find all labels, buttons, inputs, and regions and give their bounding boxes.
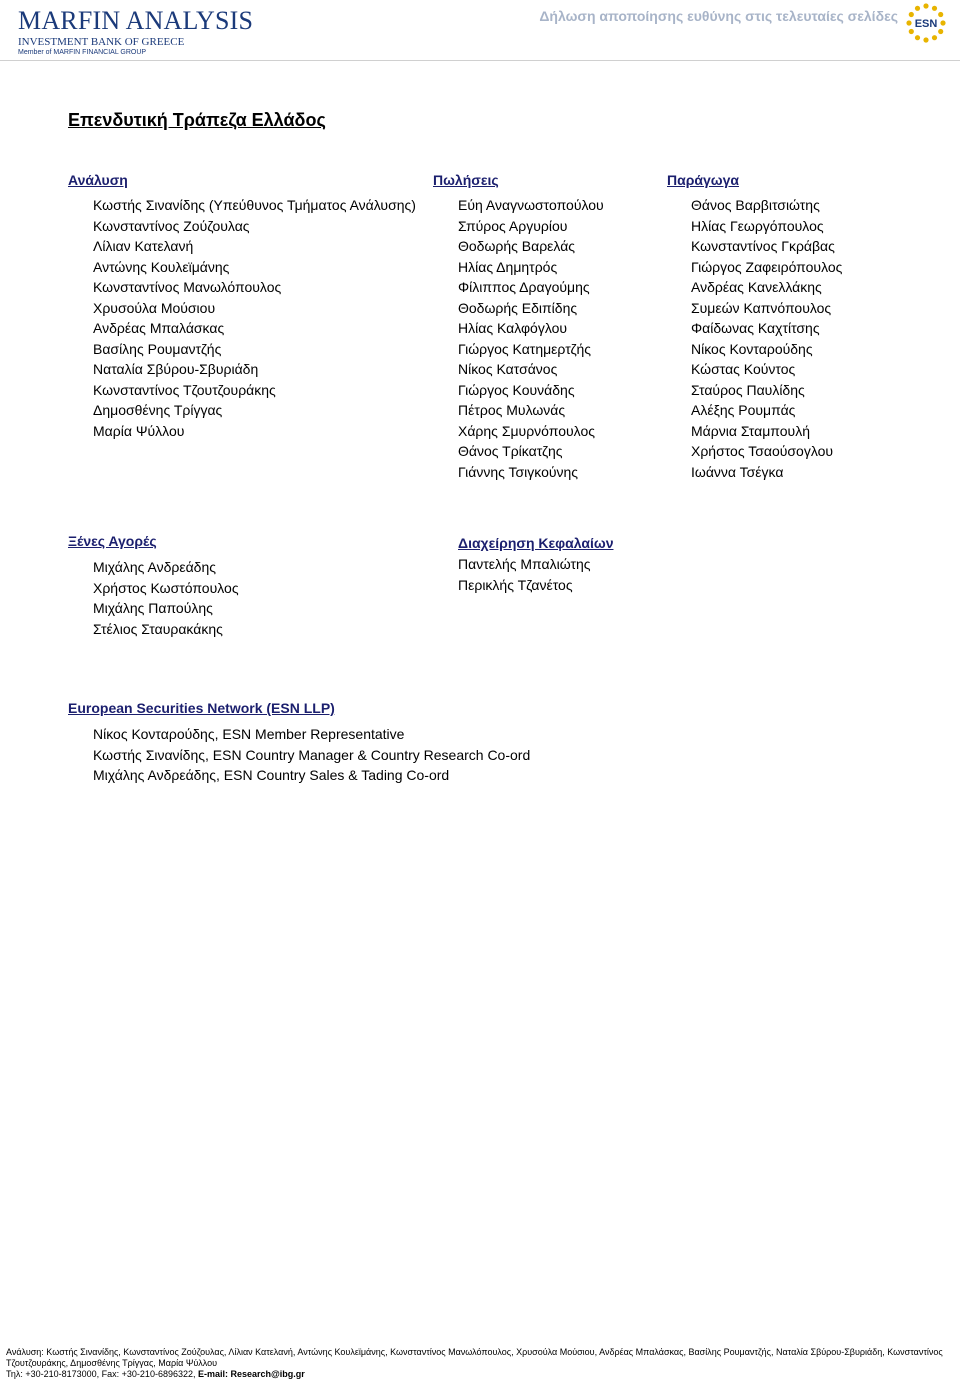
- list-item: Ηλίας Γεωργόπουλος: [691, 217, 824, 234]
- list-item: Ναταλία Σβύρου-Σβυριάδη: [93, 361, 259, 377]
- list-item: Μιχάλης Ανδρεάδης, ESN Country Sales & Tading Co-ord: [93, 767, 450, 783]
- list-item: Συμεών Καπνόπουλος: [691, 299, 832, 316]
- list-item: Θοδωρής Εδιπίδης: [458, 299, 578, 316]
- list-item: Γιάννης Τσιγκούνης: [458, 463, 579, 480]
- list-item: Λίλιαν Κατελανή: [93, 238, 194, 254]
- section-heading-sales: Πωλήσεις: [433, 172, 499, 188]
- list-item: Ανδρέας Κανελλάκης: [691, 279, 822, 295]
- list-item: Μιχάλης Παπούλης: [93, 600, 213, 616]
- footer-analysts-line: Ανάλυση: Κωστής Σινανίδης, Κωνσταντίνος Ζούζουλας, Λίλιαν Κατελανή, Αντώνης Κουλεϊμάνης, Κωνσταντίνος Μανωλόπουλος, Χρυσούλα Μούσιου, Ανδρέας Μπαλάσκας, Βασίλης Ρουμαντζής, Ναταλία Σβύρου-Σβυριάδη, Κωνσταντίνος: [6, 1347, 943, 1357]
- esn-logo-text: ESN: [914, 18, 938, 30]
- list-item: Μάρνια Σταμπουλή: [691, 422, 810, 439]
- logo-main-text: MARFIN ANALYSIS: [18, 6, 254, 35]
- list-item: Δημοσθένης Τρίγγας: [93, 402, 223, 418]
- list-item: Κωστής Σινανίδης, ESN Country Manager & Country Research Co-ord: [93, 746, 531, 763]
- logo-member-text: Member of MARFIN FINANCIAL GROUP: [18, 49, 147, 56]
- page-title: Επενδυτική Τράπεζα Ελλάδος: [68, 110, 326, 130]
- section-heading-esn: European Securities Network (ESN LLP): [68, 700, 335, 716]
- esn-logo-icon: [904, 2, 948, 44]
- derivatives-list: [691, 195, 842, 482]
- list-item: Αλέξης Ρουμπάς: [691, 402, 796, 418]
- list-item: Ηλίας Καλφόγλου: [458, 320, 568, 336]
- sales-list: [458, 195, 604, 482]
- list-item: Περικλής Τζανέτος: [458, 576, 573, 593]
- list-item: Χάρης Σμυρνόπουλος: [458, 422, 595, 439]
- list-item: Ανδρέας Μπαλάσκας: [93, 320, 225, 336]
- list-item: Νίκος Κονταρούδης: [691, 340, 813, 357]
- footer-phone-fax: Τηλ: +30-210-8173000, Fax: +30-210-6896322,: [6, 1369, 198, 1379]
- list-item: Νίκος Κατσάνος: [458, 361, 558, 377]
- list-item: Αντώνης Κουλεϊμάνης: [93, 258, 230, 275]
- list-item: Κωνσταντίνος Ζούζουλας: [93, 217, 250, 234]
- list-item: Κωνσταντίνος Μανωλόπουλος: [93, 279, 282, 295]
- list-item: Εύη Αναγνωστοπούλου: [458, 197, 604, 213]
- section-heading-foreign-markets: Ξένες Αγορές: [68, 533, 157, 549]
- list-item: Γιώργος Ζαφειρόπουλος: [691, 258, 843, 275]
- marfin-logo: [18, 6, 254, 57]
- footer-contact: [6, 1369, 954, 1380]
- logo-sub-text: INVESTMENT BANK OF GREECE: [18, 36, 185, 48]
- list-item: Πέτρος Μυλωνάς: [458, 402, 566, 418]
- list-item: Χρήστος Τσαούσογλου: [691, 443, 834, 459]
- list-item: Σπύρος Αργυρίου: [458, 217, 568, 234]
- esn-list: [93, 724, 530, 786]
- list-item: Νίκος Κονταρούδης, ESN Member Representative: [93, 726, 405, 742]
- section-heading-analysis: Ανάλυση: [68, 172, 128, 188]
- list-item: Θοδωρής Βαρελάς: [458, 238, 576, 254]
- list-item: Παντελής Μπαλιώτης: [458, 556, 591, 572]
- list-item: Χρυσούλα Μούσιου: [93, 299, 216, 316]
- header-divider: [0, 60, 960, 61]
- page-footer: [6, 1347, 954, 1380]
- analysis-list: [93, 195, 416, 441]
- foreign-markets-list: [93, 557, 239, 639]
- asset-management-list: [458, 554, 591, 595]
- list-item: Ιωάννα Τσέγκα: [691, 463, 784, 480]
- list-item: Φαίδωνας Καχτίτσης: [691, 320, 820, 336]
- list-item: Κωνσταντίνος Γκράβας: [691, 238, 835, 254]
- list-item: Χρήστος Κωστόπουλος: [93, 579, 239, 596]
- list-item: Κώστας Κούντος: [691, 361, 796, 377]
- list-item: Σταύρος Παυλίδης: [691, 381, 805, 398]
- list-item: Στέλιος Σταυρακάκης: [93, 620, 223, 637]
- section-heading-asset-management: Διαχείρηση Κεφαλαίων: [458, 535, 614, 551]
- list-item: Κωνσταντίνος Τζουτζουράκης: [93, 381, 276, 398]
- list-item: Γιώργος Κατημερτζής: [458, 340, 591, 357]
- list-item: Κωστής Σινανίδης (Υπεύθυνος Τμήματος Ανάλυσης): [93, 197, 416, 213]
- list-item: Φίλιππος Δραγούμης: [458, 279, 590, 295]
- list-item: Θάνος Τρίκατζης: [458, 443, 563, 459]
- list-item: Μιχάλης Ανδρεάδης: [93, 559, 216, 575]
- page-header: [0, 0, 960, 66]
- list-item: Μαρία Ψύλλου: [93, 422, 185, 439]
- list-item: Θάνος Βαρβιτσιώτης: [691, 197, 820, 213]
- section-heading-derivatives: Παράγωγα: [667, 172, 739, 188]
- list-item: Ηλίας Δημητρός: [458, 258, 558, 275]
- list-item: Γιώργος Κουνάδης: [458, 381, 575, 398]
- footer-email: E-mail: Research@ibg.gr: [197, 1369, 305, 1379]
- list-item: Βασίλης Ρουμαντζής: [93, 340, 222, 357]
- disclaimer-note: Δήλωση αποποίησης ευθύνης στις τελευταίες σελίδες: [539, 8, 898, 24]
- footer-analysts-line-2: Τζουτζουράκης, Δημοσθένης Τρίγγας, Μαρία Ψύλλου: [6, 1358, 218, 1368]
